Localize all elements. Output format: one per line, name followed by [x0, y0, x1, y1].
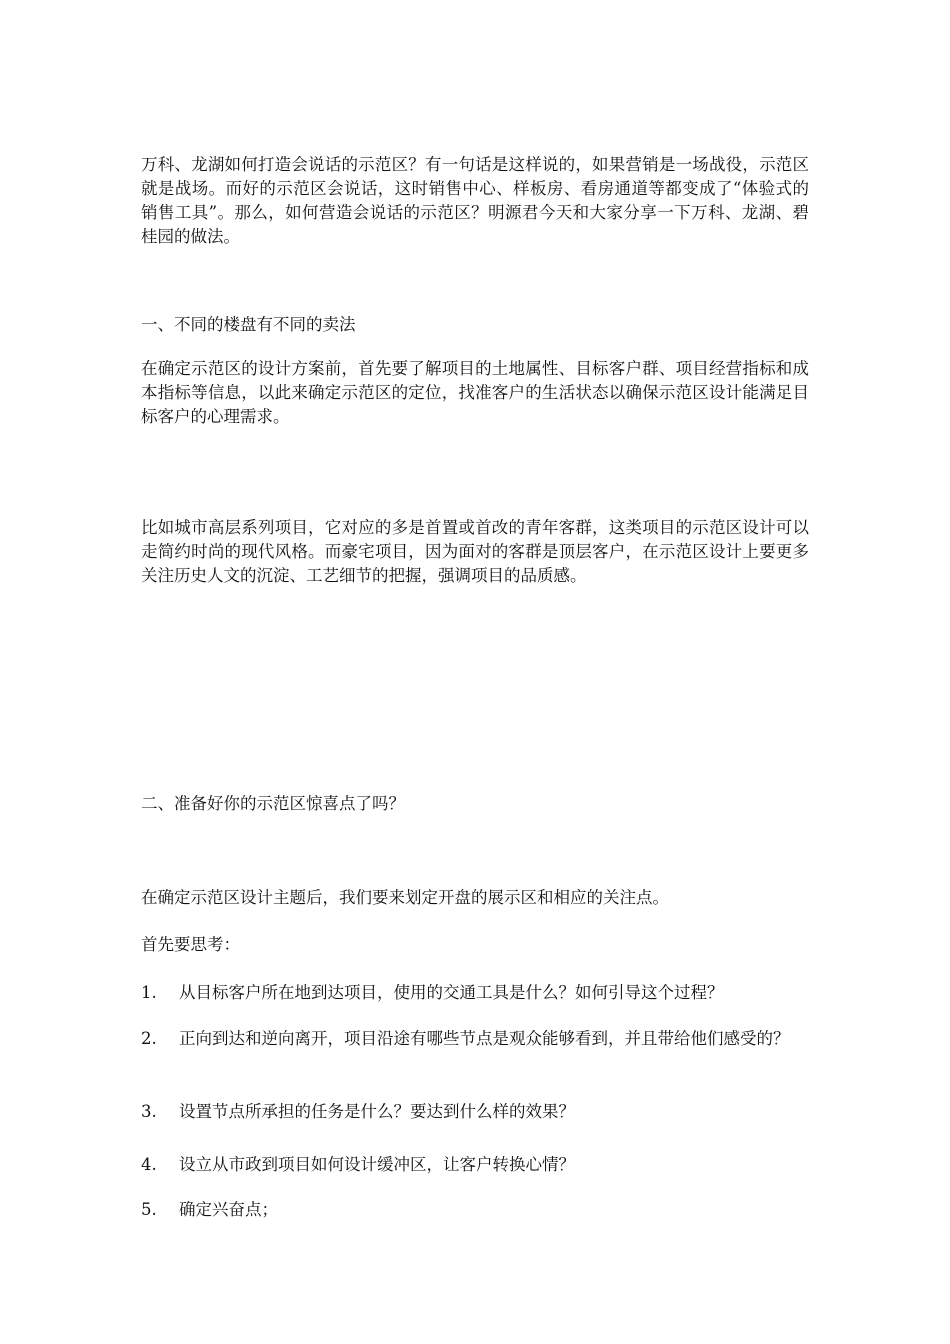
list-item-text: 从目标客户所在地到达项目，使用的交通工具是什么？如何引导这个过程？	[179, 983, 724, 1002]
list-item-number: 5.	[141, 1200, 157, 1219]
list-item-text: 正向到达和逆向离开，项目沿途有哪些节点是观众能够看到，并且带给他们感受的？	[179, 1029, 790, 1048]
intro-paragraph: 万科、龙湖如何打造会说话的示范区？有一句话是这样说的，如果营销是一场战役，示范区就是战场。而好的示范区会说话，这时销售中心、样板房、看房通道等都变成了“体验式的销售工具”。那么，如何营造会说话的示范区？明源君今天和大家分享一下万科、龙湖、碧桂园的做法。	[141, 155, 809, 246]
list-item-text: 设立从市政到项目如何设计缓冲区，让客户转换心情？	[179, 1155, 575, 1174]
section-2-heading: 二、准备好你的示范区惊喜点了吗？	[141, 794, 405, 813]
section-2-paragraph-1: 在确定示范区设计主题后，我们要来划定开盘的展示区和相应的关注点。	[141, 888, 669, 907]
list-item	[141, 1027, 809, 1051]
section-2-paragraph-2: 首先要思考：	[141, 935, 240, 954]
list-item-number: 4.	[141, 1155, 157, 1174]
section-1-paragraph-2: 比如城市高层系列项目，它对应的多是首置或首改的青年客群，这类项目的示范区设计可以走简约时尚的现代风格。而豪宅项目，因为面对的客群是顶层客户，在示范区设计上要更多关注历史人文的沉淀、工艺细节的把握，强调项目的品质感。	[141, 518, 809, 585]
list-item-text: 设置节点所承担的任务是什么？要达到什么样的效果？	[179, 1102, 575, 1121]
list-item	[141, 981, 809, 1005]
list-item-number: 2.	[141, 1029, 157, 1048]
section-1-heading: 一、不同的楼盘有不同的卖法	[141, 315, 356, 334]
list-item	[141, 1198, 809, 1222]
list-item-number: 1.	[141, 983, 157, 1002]
list-item	[141, 1100, 809, 1124]
section-1-paragraph-1: 在确定示范区的设计方案前，首先要了解项目的土地属性、目标客户群、项目经营指标和成本指标等信息，以此来确定示范区的定位，找准客户的生活状态以确保示范区设计能满足目标客户的心理需求。	[141, 359, 809, 426]
list-item	[141, 1153, 809, 1177]
list-item-number: 3.	[141, 1102, 157, 1121]
list-item-text: 确定兴奋点；	[179, 1200, 278, 1219]
